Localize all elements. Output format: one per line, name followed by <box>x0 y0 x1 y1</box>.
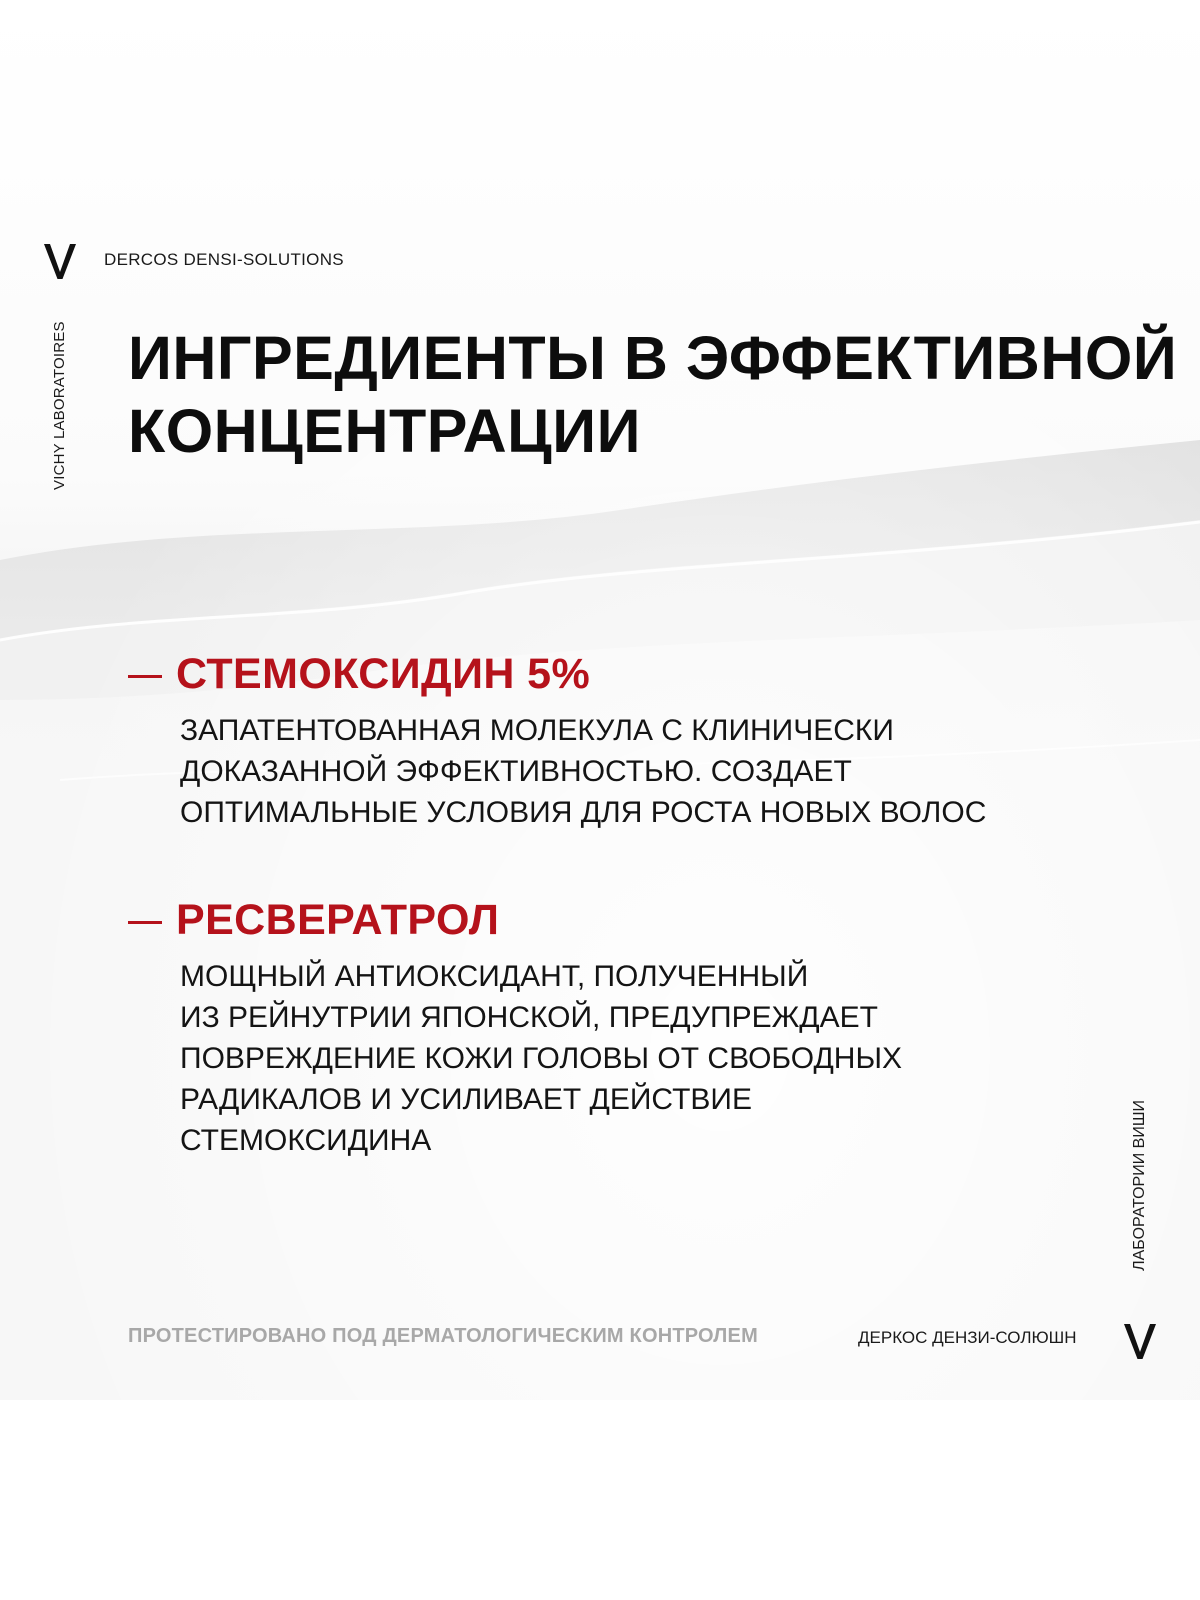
description-line: МОЩНЫЙ АНТИОКСИДАНТ, ПОЛУЧЕННЫЙ <box>180 960 809 993</box>
vichy-v-logo-icon <box>42 242 78 280</box>
page-title <box>128 322 1178 468</box>
ingredient-description <box>180 956 1128 1161</box>
product-line-label-ru: ДЕРКОС ДЕНЗИ-СОЛЮШН <box>858 1328 1077 1347</box>
ingredient-heading <box>128 646 1128 702</box>
brand-vertical-label <box>50 302 70 490</box>
description-line: ДОКАЗАННОЙ ЭФФЕКТИВНОСТЬЮ. СОЗДАЕТ <box>180 755 852 788</box>
ingredient-description <box>180 710 1128 833</box>
vichy-v-logo-icon <box>1122 1322 1158 1360</box>
ingredient-name: СТЕМОКСИДИН 5% <box>176 649 591 698</box>
title-line: ИНГРЕДИЕНТЫ В ЭФФЕКТИВНОЙ <box>128 324 1178 392</box>
brand-vertical-text: VICHY LABORATOIRES <box>51 321 68 490</box>
description-line: ЗАПАТЕНТОВАННАЯ МОЛЕКУЛА С КЛИНИЧЕСКИ <box>180 714 894 747</box>
description-line: СТЕМОКСИДИНА <box>180 1124 432 1157</box>
ingredient-stemoxydine <box>128 646 1128 833</box>
ingredient-heading <box>128 892 1128 948</box>
dash-marker <box>128 921 162 924</box>
description-line: ПОВРЕЖДЕНИЕ КОЖИ ГОЛОВЫ ОТ СВОБОДНЫХ <box>180 1042 903 1075</box>
dermatological-claim: ПРОТЕСТИРОВАНО ПОД ДЕРМАТОЛОГИЧЕСКИМ КОНТРОЛЕМ <box>128 1325 758 1347</box>
description-line: ИЗ РЕЙНУТРИИ ЯПОНСКОЙ, ПРЕДУПРЕЖДАЕТ <box>180 1001 878 1034</box>
title-line: КОНЦЕНТРАЦИИ <box>128 397 641 465</box>
brand-vertical-text-ru: ЛАБОРАТОРИИ ВИШИ <box>1131 1100 1148 1271</box>
dash-marker <box>128 675 162 678</box>
brand-vertical-label-ru <box>1130 1100 1150 1300</box>
description-line: ОПТИМАЛЬНЫЕ УСЛОВИЯ ДЛЯ РОСТА НОВЫХ ВОЛОС <box>180 796 987 829</box>
ingredient-resveratrol <box>128 892 1128 1161</box>
product-line-label: DERCOS DENSI-SOLUTIONS <box>104 250 344 269</box>
ingredient-name: РЕСВЕРАТРОЛ <box>176 895 500 944</box>
description-line: РАДИКАЛОВ И УСИЛИВАЕТ ДЕЙСТВИЕ <box>180 1083 752 1116</box>
